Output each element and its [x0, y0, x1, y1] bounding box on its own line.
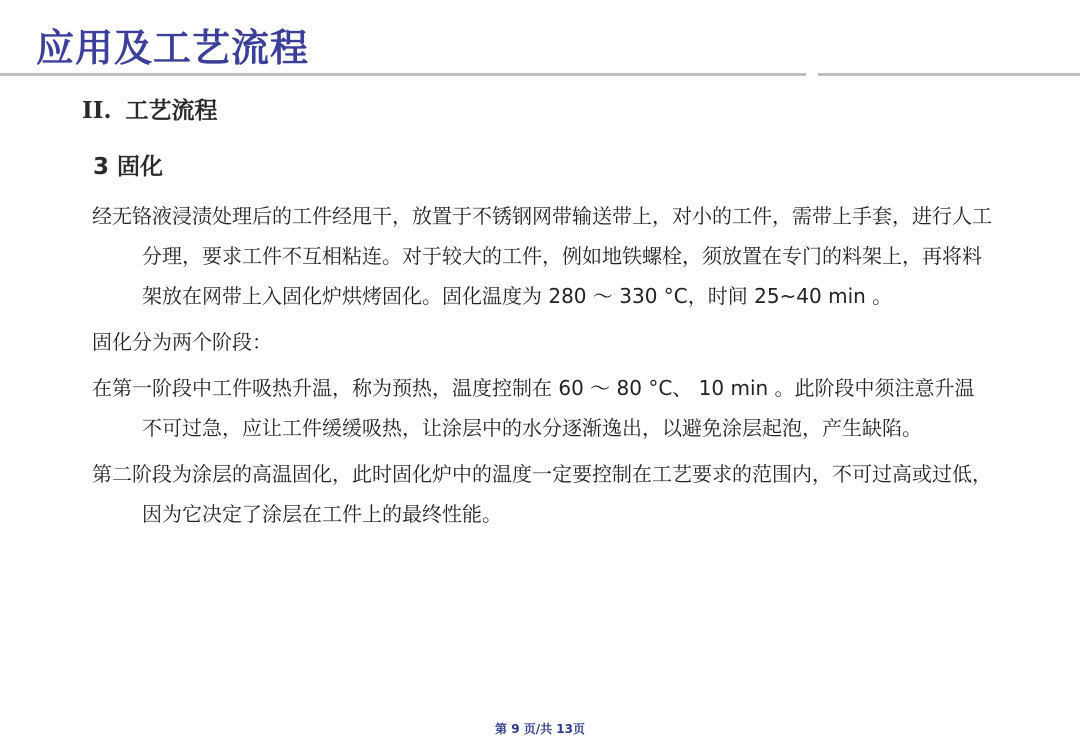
title-divider-right — [818, 73, 1080, 76]
title-divider-left — [0, 73, 806, 76]
paragraph-stage-one: 在第一阶段中工件吸热升温，称为预热，温度控制在 60 ～ 80 °C、 10 min 。此阶段中须注意升温不可过急，应让工件缓缓吸热，让涂层中的水分逐渐逸出，以避免涂层起泡，产生缺陷。 — [92, 376, 975, 440]
section-title: 工艺流程 — [125, 98, 218, 124]
paragraph-stages-intro: 固化分为两个阶段： — [92, 330, 272, 354]
page-indicator: 第 9 页/共 13页 — [495, 722, 585, 736]
body-text — [92, 196, 992, 534]
section-number: II. — [82, 97, 112, 124]
section-heading — [82, 94, 218, 128]
paragraph-curing-overview: 经无铬液浸渍处理后的工件经甩干，放置于不锈钢网带输送带上，对小的工件，需带上手套，进行人工分理，要求工件不互相粘连。对于较大的工件，例如地铁螺栓，须放置在专门的料架上，再将料架放在网带上入固化炉烘烤固化。固化温度为 280 ～ 330 °C，时间 25~40 min 。 — [92, 204, 992, 308]
paragraph-stage-two: 第二阶段为涂层的高温固化，此时固化炉中的温度一定要控制在工艺要求的范围内，不可过高或过低，因为它决定了涂层在工件上的最终性能。 — [92, 462, 992, 526]
slide-title: 应用及工艺流程 — [36, 26, 310, 70]
subsection-heading: 3 固化 — [93, 154, 164, 180]
